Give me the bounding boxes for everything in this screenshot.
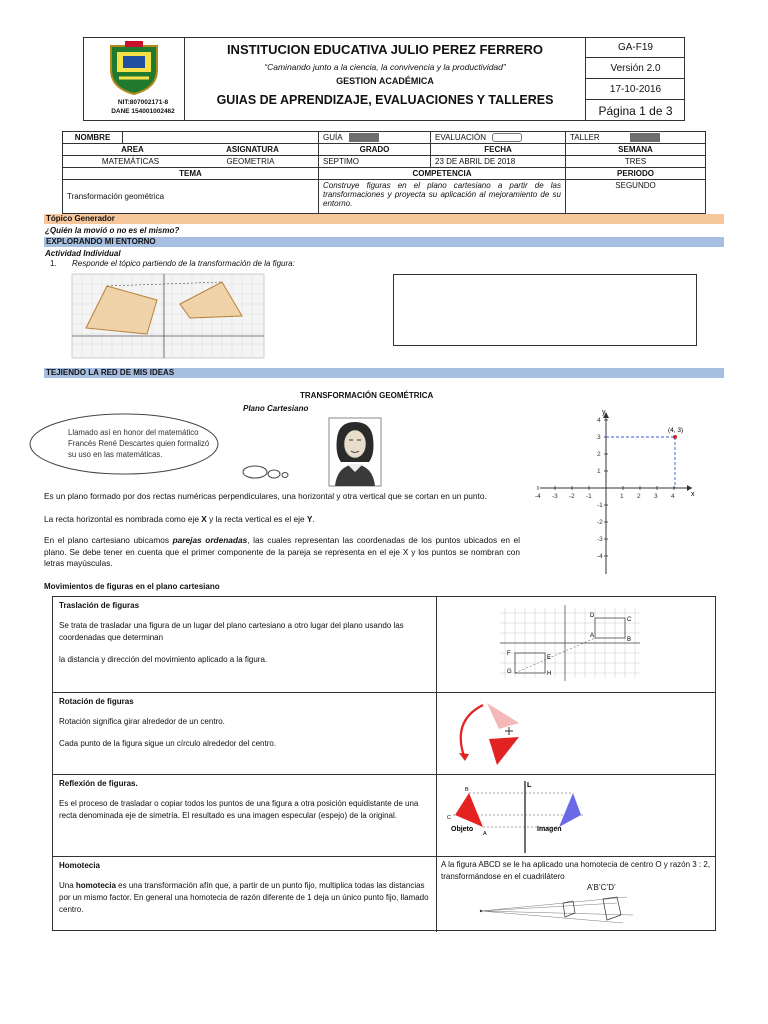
homothety-figure-cell <box>437 857 716 932</box>
x-tick-label: -4 <box>535 493 541 500</box>
y-tick-label: 4 <box>597 417 601 424</box>
label-evaluacion: EVALUACIÓN <box>435 133 486 142</box>
dane-text: DANE 154001002462 <box>111 108 175 115</box>
svg-text:E: E <box>547 655 552 661</box>
cartesian-plane <box>536 408 698 578</box>
svg-text:G: G <box>507 669 512 675</box>
y-tick-label: -2 <box>597 519 603 526</box>
descartes-portrait <box>329 418 381 486</box>
guia-checkbox[interactable] <box>349 133 379 142</box>
pairs-text-a: En el plano cartesiano ubicamos <box>44 535 173 545</box>
translation-line-1: Se trata de trasladar una figura de un lugar del plano cartesiano a otro lugar del plano usando las coordenadas que determinan <box>59 621 404 642</box>
page-number: Página 1 de 3 <box>598 103 673 118</box>
tema-value: Transformación geométrica <box>63 180 319 214</box>
axes-text-c: . <box>312 514 315 524</box>
label-guia: GUÍA <box>323 133 343 142</box>
label-grado: GRADO <box>319 144 431 156</box>
translation-title: Traslación de figuras <box>59 601 140 610</box>
school-shield-logo <box>105 40 163 96</box>
answer-box[interactable] <box>393 274 697 346</box>
x-tick-label: -1 <box>586 493 592 500</box>
y-tick-label: 2 <box>597 451 601 458</box>
axis-y-label: Y <box>306 514 313 524</box>
homothety-text-cell <box>53 857 437 932</box>
fecha-value: 23 DE ABRIL DE 2018 <box>431 156 566 168</box>
x-tick-label: 4 <box>671 493 675 500</box>
periodo-value: SEGUNDO <box>566 180 706 214</box>
pairs-text-b: , las cuales representan las coordenadas de los puntos ubicados en el plano. Se debe tener en cuenta que el primer componente de la pareja se representa en el eje X y los puntos se nombran con letras mayúsculas. <box>44 535 520 568</box>
label-area-text: AREA <box>121 145 144 155</box>
x-tick-label: -2 <box>569 493 575 500</box>
x-tick-label: 1 <box>620 493 624 500</box>
y-tick-label: 3 <box>597 434 601 441</box>
homothety-title: Homotecia <box>59 861 100 870</box>
svg-text:D: D <box>590 613 595 619</box>
motto: “Caminando junto a la ciencia, la convivencia y la productividad” <box>264 62 506 72</box>
svg-text:H: H <box>547 671 552 677</box>
guia-cell <box>319 132 431 144</box>
svg-text:A: A <box>590 633 595 639</box>
topico-question: ¿Quién la movió o no es el mismo? <box>45 226 180 235</box>
subtitle: Plano Cartesiano <box>243 404 309 413</box>
doc-date: 17-10-2016 <box>586 79 685 100</box>
homothety-description: A la figura ABCD se le ha aplicado una homotecia de centro O y razón 3 : 2, transformándose en el cuadrilátero <box>441 860 711 881</box>
svg-text:F: F <box>507 651 511 657</box>
y-tick-label: -3 <box>597 536 603 543</box>
translation-line-2: la distancia y dirección del movimiento aplicado a la figura. <box>59 655 268 664</box>
guide-title: GUIAS DE APRENDIZAJE, EVALUACIONES Y TALLERES <box>216 93 554 107</box>
label-area <box>63 144 319 156</box>
rotation-text-cell <box>53 693 437 774</box>
movements-heading: Movimientos de figuras en el plano cartesiano <box>44 582 220 591</box>
nombre-field[interactable] <box>123 132 319 144</box>
taller-checkbox[interactable] <box>630 133 660 142</box>
pairs-emphasis: parejas ordenadas <box>172 535 248 545</box>
rotation-line-2: Cada punto de la figura sigue un círculo alrededor del centro. <box>59 739 277 748</box>
asignatura-value: GEOMETRIA <box>226 157 275 167</box>
point-label: (4, 3) <box>668 427 684 434</box>
bubble-text: Llamado así en honor del matemático Francés René Descartes quien formalizó su uso en las matemáticas. <box>68 428 210 459</box>
label-nombre: NOMBRE <box>63 132 123 144</box>
label-fecha: FECHA <box>431 144 566 156</box>
management: GESTION ACADÉMICA <box>336 76 434 86</box>
actividad-label: Actividad Individual <box>45 249 121 258</box>
label-competencia: COMPETENCIA <box>319 168 566 180</box>
label-tema: TEMA <box>63 168 319 180</box>
x-tick-label: -3 <box>552 493 558 500</box>
main-title: TRANSFORMACIÓN GEOMÉTRICA <box>300 391 434 400</box>
rotation-line-1: Rotación significa girar alrededor de un centro. <box>59 717 225 726</box>
svg-text:C: C <box>447 815 451 821</box>
doc-code: GA-F19 <box>586 37 685 58</box>
explorando-bar: EXPLORANDO MI ENTORNO <box>44 237 724 247</box>
evaluacion-cell <box>431 132 566 144</box>
y-tick-label: 1 <box>597 468 601 475</box>
area-value: MATEMÁTICAS <box>101 157 160 167</box>
axis-label: L <box>527 782 532 789</box>
movements-table <box>52 596 716 931</box>
svg-text:B: B <box>465 787 469 793</box>
x-tick-label: 3 <box>654 493 658 500</box>
nit-text: NIT:807002171-8 <box>117 99 169 106</box>
reflection-row <box>53 775 715 857</box>
translation-diagram <box>495 603 645 683</box>
item-number: 1. <box>50 259 57 268</box>
axis-x-label: X <box>201 514 207 524</box>
svg-text:B: B <box>627 637 632 643</box>
y-tick-label: -4 <box>597 553 603 560</box>
area-values <box>63 156 319 168</box>
item-text: Responde el tópico partiendo de la transformación de la figura: <box>72 259 295 268</box>
doc-control-cell <box>585 37 685 121</box>
grado-value: SEPTIMO <box>319 156 431 168</box>
axes-text-b: y la recta vertical es el eje <box>206 514 307 524</box>
label-asignatura: ASIGNATURA <box>226 145 279 155</box>
axes-text-a: La recta horizontal es nombrada como eje <box>44 514 202 524</box>
x-tick-label: 2 <box>637 493 641 500</box>
pairs-paragraph <box>44 535 520 570</box>
svg-text:A: A <box>483 831 487 837</box>
rotation-diagram <box>447 697 537 771</box>
reflection-title: Reflexión de figuras. <box>59 779 138 788</box>
reflection-figure-cell <box>437 775 716 856</box>
logo-cell <box>83 37 185 121</box>
tejiendo-bar: TEJIENDO LA RED DE MIS IDEAS <box>44 368 724 378</box>
homothety-text-b: es una transformación afín que, a partir de un punto fijo, multiplica todas las distancias por un mismo factor. En general una homotecia de razón diferente de 1 deja un único punto fijo, llamado centro. <box>59 881 429 914</box>
point-4-3 <box>673 435 677 439</box>
rotation-title: Rotación de figuras <box>59 697 134 706</box>
translation-text-cell <box>53 597 437 692</box>
transformation-graph <box>72 274 264 358</box>
semana-value: TRES <box>566 156 706 168</box>
label-semana: SEMANA <box>566 144 706 156</box>
reflection-text-cell <box>53 775 437 856</box>
institution-name: INSTITUCION EDUCATIVA JULIO PEREZ FERRERO <box>226 42 544 57</box>
translation-row <box>53 597 715 693</box>
imagen-label: Imagen <box>537 826 562 833</box>
homothety-bold: homotecia <box>75 881 116 890</box>
info-table <box>62 131 706 214</box>
rotation-row <box>53 693 715 775</box>
competencia-value: Construye figuras en el plano cartesiano a partir de las transformaciones y proyecta su aplicación al mejoramiento de su entorno. <box>319 180 566 214</box>
reflection-line-1: Es el proceso de trasladar o copiar todos los puntos de una figura a otra posición equidistante de una recta denominada eje de simetría. El resultado es una imagen especular (espejo) de la original. <box>59 799 419 820</box>
homothety-row <box>53 857 715 932</box>
evaluacion-checkbox[interactable] <box>492 133 522 142</box>
definition-paragraph: Es un plano formado por dos rectas numéricas perpendiculares, una horizontal y otra vertical que se cortan en un punto. <box>44 491 487 501</box>
homothety-definition <box>59 880 430 916</box>
objeto-label: Objeto <box>451 826 474 833</box>
label-periodo: PERIODO <box>566 168 706 180</box>
translation-figure-cell <box>437 597 716 692</box>
reflection-diagram <box>445 779 585 855</box>
svg-text:C: C <box>627 617 632 623</box>
topico-bar: Tópico Generador <box>44 214 724 224</box>
homothety-text-a: Una <box>59 881 76 890</box>
axes-paragraph <box>44 514 520 526</box>
label-taller: TALLER <box>570 133 600 142</box>
rotation-figure-cell <box>437 693 716 774</box>
homothety-diagram <box>477 893 637 929</box>
y-tick-label: -1 <box>597 502 603 509</box>
doc-version: Versión 2.0 <box>586 58 685 79</box>
svg-text:y: y <box>602 409 606 416</box>
homothety-label: A’B’C’D’ <box>587 883 616 892</box>
taller-cell <box>566 132 706 144</box>
svg-text:x: x <box>691 491 695 498</box>
